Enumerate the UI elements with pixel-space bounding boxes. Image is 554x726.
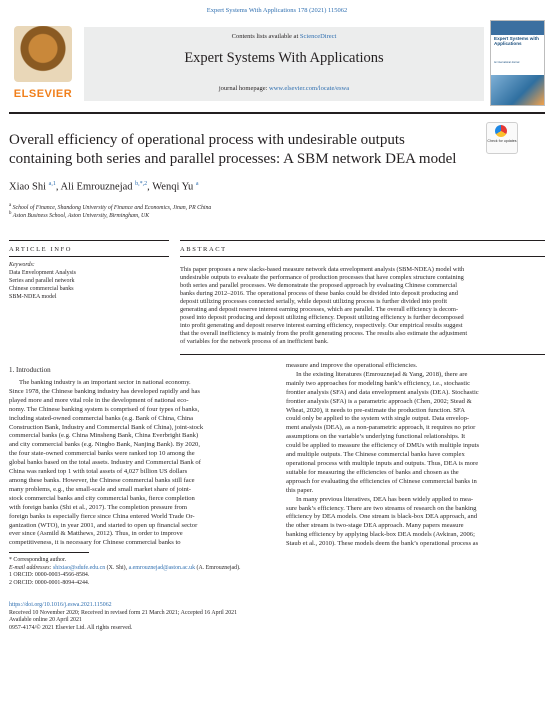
body-line: and multiple outputs. The Chinese commercial banks have complex — [286, 451, 465, 459]
affiliation-sup: a — [9, 203, 12, 208]
body-line: stock commercial banks and city commercial banks, fierce completion — [9, 494, 195, 502]
section-heading-introduction: 1. Introduction — [9, 366, 51, 374]
author-sup[interactable]: a — [195, 181, 199, 187]
cover-subtitle: An International Journal — [494, 61, 520, 64]
body-line: ment analysis (DEA), as a non-parametric approach, it requires no prior — [286, 424, 476, 432]
author-name[interactable]: Wenqi Yu — [152, 181, 194, 193]
body-line: could only be applied to the system with single output. Data envelop- — [286, 415, 470, 423]
email-link[interactable]: a.emrouznejad@aston.ac.uk — [128, 564, 196, 571]
email-owner: (A. Emrouznejad). — [195, 564, 241, 571]
body-line: foreign banks is especially fierce since China entered World Trade Or- — [9, 512, 195, 520]
body-line: suitable for measuring the efficiencies of banks and chosen as the — [286, 468, 459, 476]
body-line: the four state-owned commercial banks were ranked top 10 among the — [9, 450, 195, 458]
paper-title — [9, 131, 479, 169]
author-sup[interactable]: b,*,2 — [135, 181, 148, 187]
article-info-heading: ARTICLE INFO — [9, 246, 73, 253]
abstract-line: into profit generating and deposit reserve interest earning efficiency, respectively. Our empirical results suggest — [180, 322, 463, 330]
abstract-text — [180, 266, 545, 346]
abstract-end-rule — [180, 354, 545, 355]
email-note — [9, 565, 545, 573]
check-updates-icon — [495, 125, 507, 137]
body-line: played more and more vital role in the development of national eco- — [9, 396, 189, 404]
author-sup[interactable]: a,1 — [48, 181, 56, 187]
publication-info — [9, 602, 545, 632]
elsevier-tree-icon — [14, 26, 72, 82]
elsevier-logo-text: ELSEVIER — [13, 88, 73, 100]
abstract-line: deposit utilizing processes connected serially, while deposit utilizing process is further divided into profit — [180, 298, 448, 306]
abstract-line: undesirable outputs to evaluate the performance of production processes that have complex structure containing — [180, 274, 464, 282]
body-line: ever since (Asmild & Matthews, 2012). Thus, in order to improve — [9, 530, 183, 538]
body-line: Construction Bank, Industry and Commercial Bank of China), joint-stock — [9, 423, 204, 431]
body-line: commercial banks (e.g. China Minsheng Bank, China Everbright Bank) — [9, 432, 199, 440]
footnotes — [9, 557, 545, 587]
keyword: Chinese commercial banks — [9, 286, 74, 292]
affiliation — [9, 203, 479, 211]
abstract-line: that the overall inefficiency is mainly from the profit generating process. The results also estimate the adjustment — [180, 330, 468, 338]
title-line: Overall efficiency of operational process with undesirable outputs — [9, 132, 405, 148]
orcid-note: 1 ORCID: 0000-0003-4566-8584. — [9, 572, 90, 579]
article-info-subrule — [9, 256, 169, 257]
keyword: Data Envelopment Analysis — [9, 270, 76, 276]
keywords-label: Keywords: — [9, 262, 35, 268]
check-updates-label: Check for updates — [487, 139, 517, 143]
affiliation — [9, 211, 479, 219]
abstract-line: of variables for the network process of an inefficient bank. — [180, 338, 329, 346]
journal-homepage — [84, 85, 484, 92]
cover-title: Expert Systems with Applications — [494, 36, 539, 46]
sciencedirect-link[interactable]: ScienceDirect — [299, 33, 337, 40]
email-label: E-mail addresses: — [9, 564, 53, 571]
left-column — [9, 379, 271, 548]
orcid-note: 2 ORCID: 0000-0001-8094-4244. — [9, 579, 90, 586]
homepage-prefix: journal homepage: — [218, 85, 270, 92]
keyword: Series and parallel network — [9, 278, 75, 284]
author-list: Xiao Shi $^{a,1}$, Ali Emrouznejad $^{b,*,2}$, Wenqi Yu $^a$ — [9, 181, 199, 193]
body-line: In the existing literatures (Emrouznejad & Yang, 2018), there are — [296, 370, 468, 378]
body-line: competitiveness, it is necessary for Chinese commercial banks to — [9, 539, 181, 547]
body-line: global banks based on the total assets. Industry and Commercial Bank of — [9, 459, 201, 467]
contents-line — [84, 33, 484, 40]
author-name[interactable]: Ali Emrouznejad — [60, 181, 133, 193]
body-line: many problems, e.g., the small-scale and small market share of joint- — [9, 485, 192, 493]
body-line: China was ranked top 1 with total assets of 4,027 billion US dollars — [9, 468, 188, 476]
body-line: Since 1978, the Chinese banking industry has developed rapidly and has — [9, 387, 200, 395]
email-link[interactable]: shixiao@sdufe.edu.cn — [52, 564, 106, 571]
body-line: ganization (WTO), in year 2001, and started to open up financial sector — [9, 521, 198, 529]
article-info-rule — [9, 240, 169, 241]
corresponding-note: * Corresponding author. — [9, 557, 67, 563]
keyword: SBM-NDEA model — [9, 294, 57, 300]
body-line: the other stream is two-stage DEA approach. Many papers measure — [286, 522, 464, 530]
affiliation-sup: b — [9, 211, 12, 216]
abstract-heading: ABSTRACT — [180, 246, 227, 253]
journal-title: Expert Systems With Applications — [184, 50, 384, 66]
abstract-line: This paper proposes a new slacks-based measure network data envelopment analysis (SBM-NDEA) model with — [180, 266, 465, 273]
body-line: including stated-owned commercial banks (e.g. Bank of China, China — [9, 414, 194, 422]
abstract-line: both series and parallel processes. We demonstrate the proposed approach by evaluating Chinese commercial — [180, 282, 457, 290]
body-line: could be applied to measure the efficiency of DMUs with multiple inputs — [286, 442, 480, 450]
body-line: In many previous literatives, DEA has been widely applied to mea- — [296, 495, 474, 503]
body-line: measure and improve the operational efficiencies. — [286, 362, 418, 369]
body-line: Staub et al., 2010). These models deem the bank’s operational process as — [286, 540, 479, 548]
body-line: efficiency by DEA models. One stream is black-box DEA approach, and — [286, 513, 478, 521]
abstract-rule — [180, 240, 545, 241]
body-line: approach for evaluating the efficiencies of Chinese commercial banks in — [286, 477, 477, 485]
right-column — [286, 362, 545, 549]
body-line: The banking industry is an important sector in national economy. — [19, 379, 191, 386]
body-line: sure bank’s efficiency. There are two streams of research on the banking — [286, 504, 477, 512]
abstract-line: banks during 2012–2016. The operational process of these banks could be divided into deposit producing and — [180, 290, 458, 298]
affiliation-text: Aston Business School, Aston University, Birmingham, UK — [12, 212, 150, 219]
cover-image — [491, 75, 544, 105]
body-line: assumptions on the variable’s underlying functional relationships. It — [286, 433, 466, 441]
header-rule — [9, 112, 545, 114]
body-line: with foreign banks (Shi et al., 2017). The completion pressure from — [9, 503, 188, 511]
body-line: banking efficiency by applying black-box DEA models (Avkiran, 2006; — [286, 531, 475, 539]
copyright: 0957-4174/© 2021 Elsevier Ltd. All rights reserved. — [9, 624, 133, 631]
abstract-subrule — [180, 256, 545, 257]
journal-reference[interactable]: Expert Systems With Applications 178 (2021) 115062 — [206, 7, 348, 14]
body-line: Wheat, 2020), it needs to pre-estimate the production function. SFA — [286, 406, 465, 414]
body-line: and city commercial banks (e.g. Ningbo Bank, Nanjing Bank). By 2020, — [9, 441, 200, 449]
received-dates: Received 10 November 2020; Received in revised form 21 March 2021; Accepted 16 April 2021 — [9, 609, 238, 616]
abstract-line: posed into deposit producing and deposit utilizing efficiency. Deposit utilizing efficiency is further decomposed — [180, 314, 464, 322]
body-line: among these banks. However, the Chinese commercial banks still face — [9, 476, 195, 484]
footnote-rule — [9, 552, 89, 553]
contents-prefix: Contents lists available at — [231, 33, 300, 40]
abstract-line: generating and deposit reserve interest earning processes, which are parallel. The overall efficiency is decom- — [180, 306, 459, 314]
author-name[interactable]: Xiao Shi — [9, 181, 47, 193]
homepage-link[interactable]: www.elsevier.com/locate/eswa — [269, 85, 350, 92]
body-line: operational process with multiple inputs and outputs. Thus, DEA is more — [286, 459, 479, 467]
body-line: this paper. — [286, 486, 314, 494]
doi-link[interactable]: https://doi.org/10.1016/j.eswa.2021.115062 — [9, 602, 112, 608]
body-line: mainly two approaches for modeling bank’s efficiency, i.e., stochastic — [286, 379, 471, 387]
cover-band — [491, 21, 544, 35]
body-line: frontier analysis (SFA) and data envelopment analysis (DEA). Stochastic — [286, 388, 479, 396]
available-online: Available online 20 April 2021 — [9, 617, 82, 624]
email-owner: (X. Shi), — [105, 564, 129, 571]
title-line: containing both series and parallel processes: A SBM network DEA model — [9, 151, 457, 167]
body-line: nomy. The Chinese banking system is comprised of four types of banks, — [9, 405, 200, 413]
affiliation-text: School of Finance, Shandong University of Finance and Economics, Jinan, PR China — [12, 204, 212, 211]
body-line: frontier analysis (SFA) is a parametric approach (Chen, 2002; Stead & — [286, 397, 472, 405]
